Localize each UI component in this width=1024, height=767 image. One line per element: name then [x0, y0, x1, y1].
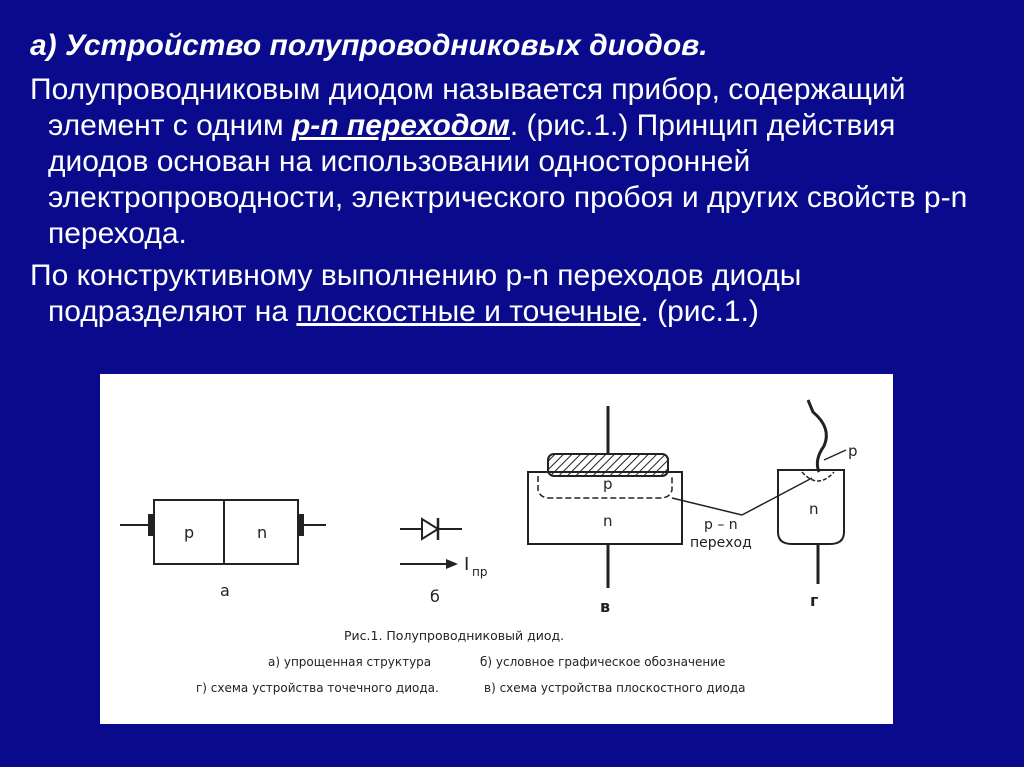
caption-title: Рис.1. Полупроводниковый диод. [344, 628, 565, 643]
pn-junction-term: p-n переходом [291, 109, 510, 142]
slide-title: а) Устройство полупроводниковых диодов. [30, 29, 708, 62]
paragraph-definition-end: . (рис.1.) Принцип действия диодов основан на использовании односторонней электропроводности, электрического пробоя и других свойств p-n перехода. [48, 109, 968, 250]
figure-caption [196, 628, 746, 695]
caption-v: в) схема устройства плоскостного диода [484, 681, 746, 695]
label-p-region: p [184, 523, 195, 542]
diode-types-term: плоскостные и точечные [296, 295, 641, 328]
junction-label-text: переход [690, 535, 752, 551]
planar-label-n: n [603, 512, 613, 530]
planar-label-p: p [603, 475, 613, 493]
diagram-point-diode [778, 400, 858, 610]
label-v: в [600, 597, 611, 616]
paragraph-classification-end: . (рис.1.) [640, 295, 759, 328]
diagram-planar-diode [528, 406, 682, 616]
paragraph-definition-start: Полупроводниковым диодом называется прибор, содержащий элемент с одним [30, 73, 906, 142]
label-a: а [220, 581, 230, 600]
paragraph-definition [30, 72, 1000, 252]
junction-label-pn: p – n [704, 517, 738, 533]
point-label-p: p [848, 442, 858, 460]
junction-annotation [672, 478, 812, 551]
paragraph-classification [30, 258, 1000, 330]
caption-b: б) условное графическое обозначение [480, 655, 726, 669]
slide-text [30, 28, 1000, 336]
label-b: б [430, 587, 440, 606]
point-label-n: n [809, 500, 819, 518]
current-symbol: I [464, 554, 470, 575]
caption-a: а) упрощенная структура [268, 655, 432, 669]
current-subscript: пр [472, 565, 488, 579]
caption-g: г) схема устройства точечного диода. [196, 681, 439, 695]
label-g: г [810, 591, 819, 610]
paragraph-classification-start: По конструктивному выполнению p-n переходов диоды подразделяют на [30, 259, 802, 328]
label-n-region: n [257, 523, 268, 542]
diagram-diode-symbol [400, 518, 487, 606]
diagram-simplified-structure [120, 500, 326, 600]
diode-figure [100, 374, 893, 724]
